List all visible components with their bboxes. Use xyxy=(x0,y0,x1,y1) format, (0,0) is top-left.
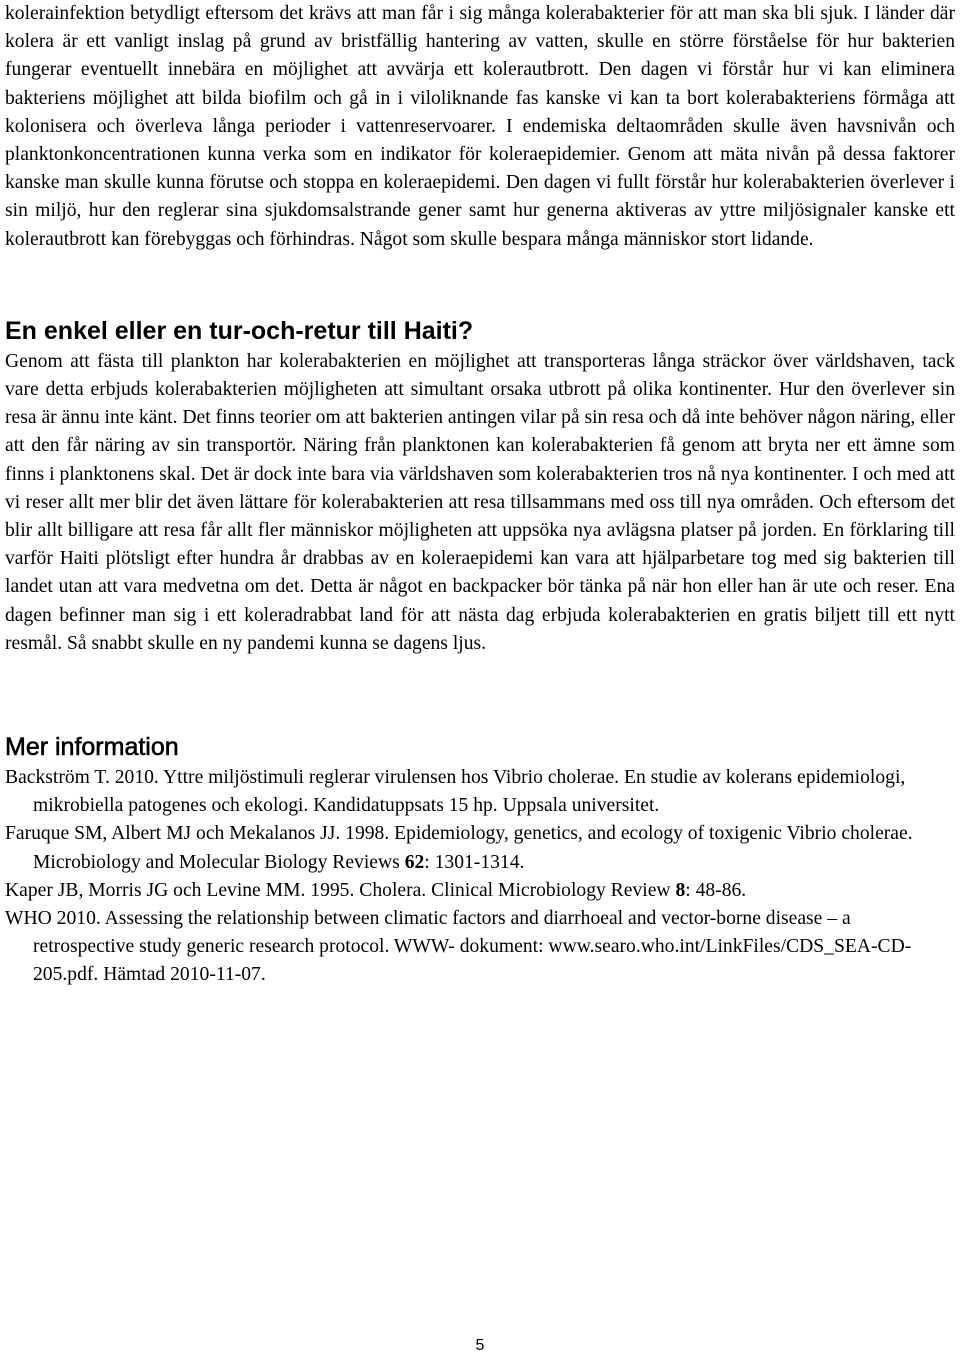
reference-volume: 62 xyxy=(404,851,425,873)
reference-pages: : 1301-1314. xyxy=(424,851,525,873)
page-number: 5 xyxy=(475,1337,485,1354)
reference-volume: 8 xyxy=(675,879,686,901)
section-heading-haiti: En enkel eller en tur-och-retur till Haiti? xyxy=(5,316,474,345)
reference-text: WHO 2010. Assessing the relationship between climatic factors and diarrhoeal and vector-borne disease – a retrospective study generic research protocol. WWW- dokument: www.searo.who.int/LinkFiles/CDS_SEA-CD-205.pdf. Hämtad 2010-11-07. xyxy=(5,908,912,986)
section-heading-more-info: Mer information xyxy=(5,733,179,762)
reference-text: Kaper JB, Morris JG och Levine MM. 1995. Cholera. Clinical Microbiology Review xyxy=(5,879,676,901)
haiti-paragraph: Genom att fästa till plankton har kolerabakterien en möjlighet att transporteras långa sträckor över världshaven, tack vare detta erbjuds kolerabakterien möjligheten att simultant orsaka utbrott på olika kontinenter. Hur den överlever sin resa är ännu inte känt. Det finns teorier om att bakterien antingen vilar på sin resa och då inte behöver någon näring, eller att den får näring av sin transportör. Näring från planktonen kan kolerabakterien få genom att bryta ner ett ämne som finns i planktonens skal. Det är dock inte bara via världshaven som kolerabakterien tros nå nya kontinenter. I och med att vi reser allt mer blir det även lättare för kolerabakterien att resa tillsammans med oss till nya områden. Och eftersom det blir allt billigare att resa får allt fler människor möjligheten att uppsöka nya avlägsna platser på jorden. En förklaring till varför Haiti plötsligt efter hundra år drabbas av en koleraepidemi kan vara att hjälparbetare tog med sig bakterien till landet utan att vara medvetna om det. Detta är något en backpacker bör tänka på när hon eller han är ute och reser. Ena dagen befinner man sig i ett koleradrabbat land för att nästa dag erbjuda kolerabakterien en gratis biljett till ett nytt resmål. Så snabbt skulle en ny pandemi kunna se dagens ljus. xyxy=(5,350,955,654)
reference-item xyxy=(5,764,955,820)
reference-text: Backström T. 2010. Yttre miljöstimuli reglerar virulensen hos Vibrio cholerae. En studie av kolerans epidemiologi, mikrobiella patogenes och ekologi. Kandidatuppsats 15 hp. Uppsala universitet. xyxy=(5,767,906,817)
reference-item xyxy=(5,820,955,876)
reference-list xyxy=(5,764,955,990)
reference-pages: : 48-86. xyxy=(685,879,747,901)
intro-paragraph: kolerainfektion betydligt eftersom det krävs att man får i sig många kolerabakterier för att man ska bli sjuk. I länder där kolera är ett vanligt inslag på grund av bristfällig hantering av vatten, skulle en större förståelse för hur bakterien fungerar eventuellt innebära en möjlighet att avvärja ett kolerautbrott. Den dagen vi förstår hur vi kan eliminera bakteriens möjlighet att bilda biofilm och gå in i viloliknande fas kanske vi kan ta bort kolerabakteriens förmåga att kolonisera och överleva långa perioder i vattenreservoarer. I endemiska deltaområden skulle även havsnivån och planktonkoncentrationen kunna verka som en indikator för koleraepidemier. Genom att mäta nivån på dessa faktorer kanske man skulle kunna förutse och stoppa en koleraepidemi. Den dagen vi fullt förstår hur kolerabakterien överlever i sin miljö, hur den reglerar sina sjukdomsalstrande gener samt hur generna aktiveras av yttre miljösignaler kanske ett kolerautbrott kan förebyggas och förhindras. Något som skulle bespara många människor stort lidande. xyxy=(5,3,955,250)
reference-item xyxy=(5,905,955,990)
reference-item xyxy=(5,877,955,905)
reference-text: Faruque SM, Albert MJ och Mekalanos JJ. 1998. Epidemiology, genetics, and ecology of toxigenic Vibrio cholerae. Microbiology and Molecular Biology Reviews xyxy=(5,823,913,873)
document-page xyxy=(5,0,955,990)
